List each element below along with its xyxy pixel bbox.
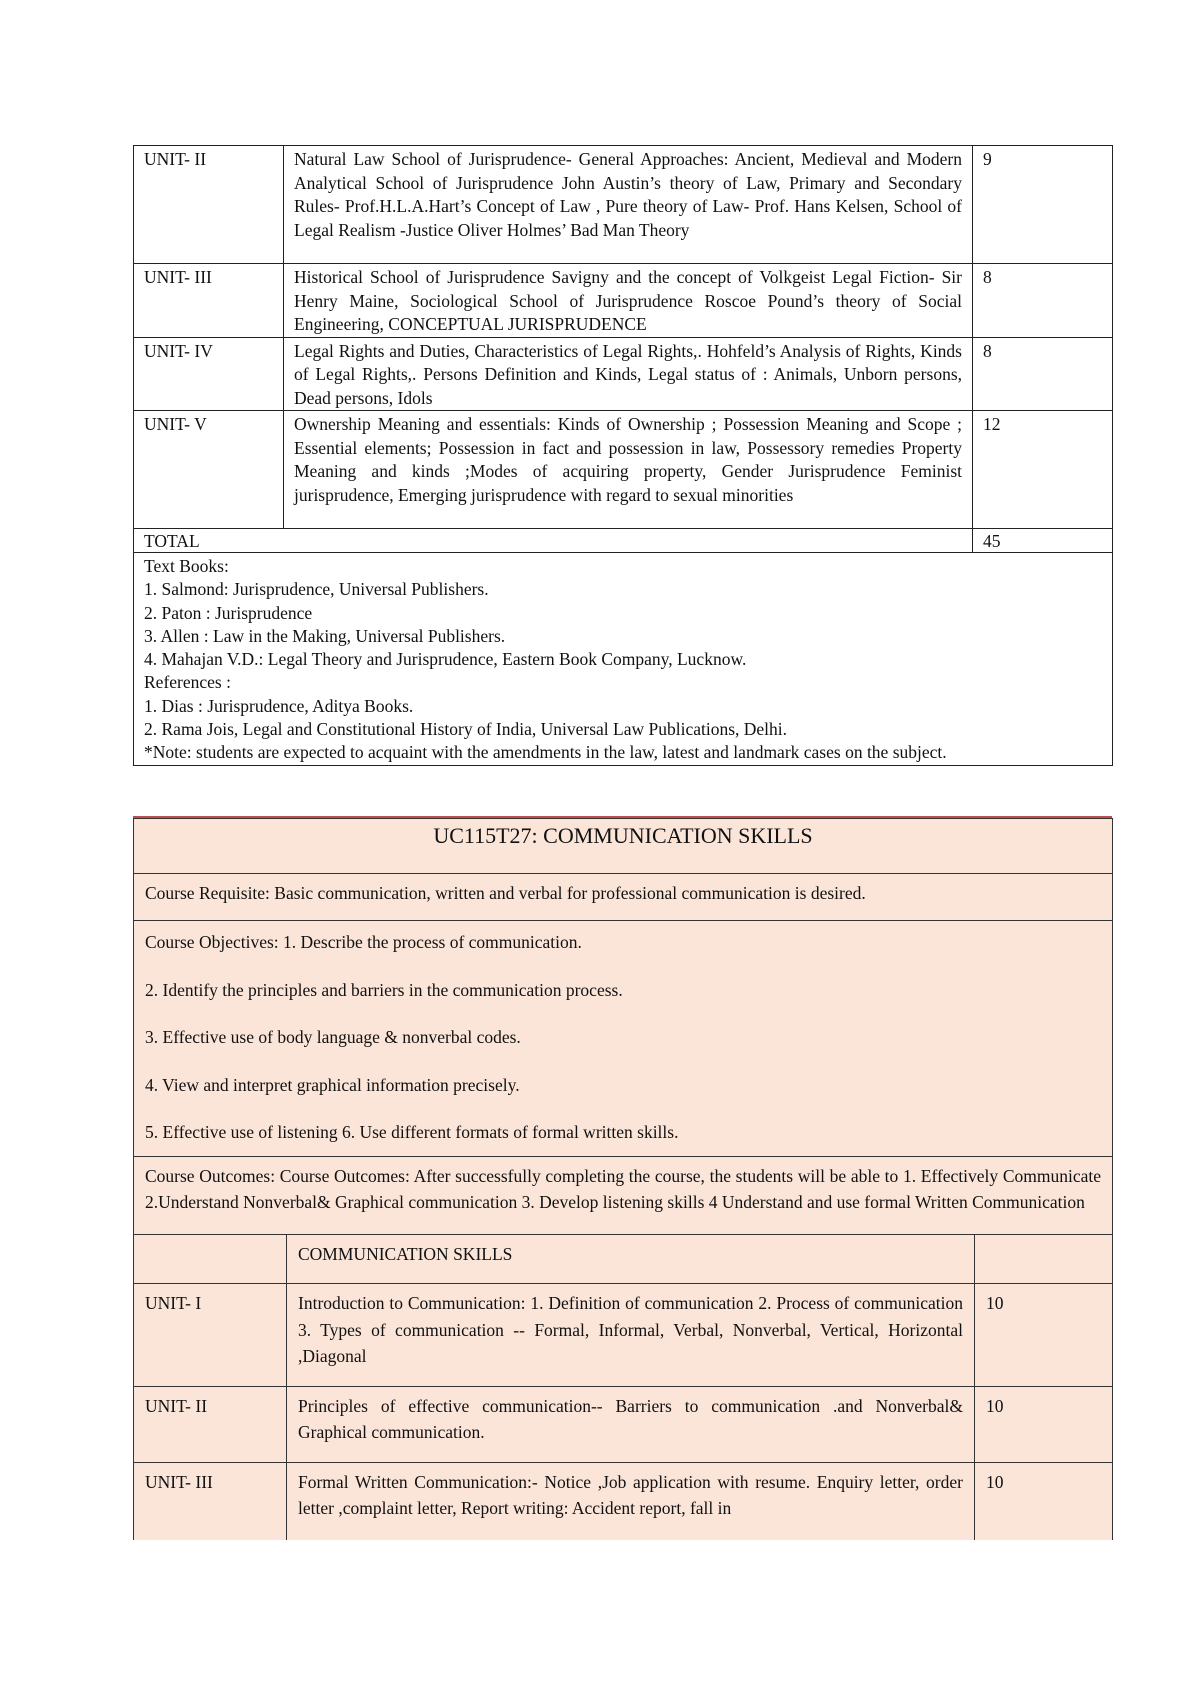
unit-description: Ownership Meaning and essentials: Kinds of Ownership ; Possession Meaning and Scope ; Essential elements; Possession in fact and possession in law, Possessory remedies Property Meaning and kinds ;Modes of acquiring property, Gender Jurisprudence Feminist jurisprudence, Emerging jurisprudence with regard to sexual minorities: [284, 411, 973, 529]
books-line: 1. Dias : Jurisprudence, Aditya Books.: [144, 695, 414, 716]
subject-heading: COMMUNICATION SKILLS: [287, 1234, 975, 1284]
books-line: 3. Allen : Law in the Making, Universal Publishers.: [144, 625, 506, 646]
outcomes-row: [134, 1156, 1113, 1234]
unit-hours: 10: [975, 1462, 1113, 1540]
table-row: [134, 264, 1113, 338]
table-row: [134, 1386, 1113, 1462]
jurisprudence-syllabus-table: [133, 145, 1113, 766]
unit-description: Principles of effective communication-- Barriers to communication .and Nonverbal& Graphical communication.: [287, 1386, 975, 1462]
objective-item: Course Objectives: 1. Describe the process of communication.: [145, 932, 582, 952]
total-hours: 45: [973, 529, 1113, 553]
total-label: TOTAL: [134, 529, 973, 553]
objectives-row: [134, 921, 1113, 1157]
books-line: *Note: students are expected to acquaint with the amendments in the law, latest and landmark cases on the subject.: [144, 742, 947, 763]
objective-item: 3. Effective use of body language & nonverbal codes.: [145, 1027, 521, 1047]
books-line: 1. Salmond: Jurisprudence, Universal Publishers.: [144, 579, 489, 600]
course-requisite: Course Requisite: Basic communication, written and verbal for professional communication is desired.: [134, 874, 1113, 921]
unit-hours: 8: [973, 264, 1113, 338]
subject-heading-row: [134, 1234, 1113, 1284]
unit-description: Natural Law School of Jurisprudence- General Approaches: Ancient, Medieval and Modern Analytical School of Jurisprudence John Austin’s theory of Law, Primary and Secondary Rules- Prof.H.L.A.Hart’s Concept of Law , Pure theory of Law- Prof. Hans Kelsen, School of Legal Realism -Justice Oliver Holmes’ Bad Man Theory: [284, 146, 973, 264]
course-objectives: [134, 921, 1113, 1157]
unit-description: Formal Written Communication:- Notice ,Job application with resume. Enquiry letter, order letter ,complaint letter, Report writing: Accident report, fall in: [287, 1462, 975, 1540]
table-row: [134, 411, 1113, 529]
total-row: [134, 529, 1113, 553]
books-line: 2. Paton : Jurisprudence: [144, 602, 313, 623]
course-title: UC115T27: COMMUNICATION SKILLS: [134, 819, 1113, 874]
text-books-section: [134, 553, 1113, 766]
unit-description: Introduction to Communication: 1. Definition of communication 2. Process of communication 3. Types of communication -- Formal, Informal, Verbal, Nonverbal, Vertical, Horizontal ,Diagonal: [287, 1284, 975, 1387]
unit-label: UNIT- V: [134, 411, 284, 529]
unit-label: UNIT- II: [134, 1386, 287, 1462]
course-outcomes: Course Outcomes: Course Outcomes: After successfully completing the course, the students will be able to 1. Effectively Communicate 2.Understand Nonverbal& Graphical communication 3. Develop listening skills 4 Understand and use formal Written Communication: [134, 1156, 1113, 1234]
title-row: [134, 819, 1113, 874]
books-row: [134, 553, 1113, 766]
table-row: [134, 146, 1113, 264]
unit-description: Legal Rights and Duties, Characteristics of Legal Rights,. Hohfeld’s Analysis of Rights, Kinds of Legal Rights,. Persons Definition and Kinds, Legal status of : Animals, Unborn persons, Dead persons, Idols: [284, 337, 973, 411]
unit-description: Historical School of Jurisprudence Savigny and the concept of Volkgeist Legal Fiction- Sir Henry Maine, Sociological School of Jurisprudence Roscoe Pound’s theory of Social Engineering, CONCEPTUAL JURISPRUDENCE: [284, 264, 973, 338]
books-line: Text Books:: [144, 556, 229, 576]
unit-label: UNIT- III: [134, 264, 284, 338]
unit-label: UNIT- IV: [134, 337, 284, 411]
table-row: [134, 1284, 1113, 1387]
communication-skills-block: [133, 816, 1112, 1558]
unit-label: UNIT- III: [134, 1462, 287, 1540]
empty-cell: [134, 1234, 287, 1284]
objective-item: 4. View and interpret graphical information precisely.: [145, 1074, 520, 1095]
unit-hours: 12: [973, 411, 1113, 529]
table-row: [134, 337, 1113, 411]
empty-cell: [975, 1234, 1113, 1284]
requisite-row: [134, 874, 1113, 921]
objective-item: 5. Effective use of listening 6. Use different formats of formal written skills.: [145, 1122, 679, 1142]
objective-item: 2. Identify the principles and barriers in the communication process.: [145, 979, 623, 1000]
unit-hours: 8: [973, 337, 1113, 411]
unit-label: UNIT- II: [134, 146, 284, 264]
unit-hours: 9: [973, 146, 1113, 264]
unit-hours: 10: [975, 1386, 1113, 1462]
books-line: 4. Mahajan V.D.: Legal Theory and Jurisprudence, Eastern Book Company, Lucknow.: [144, 649, 747, 670]
communication-skills-table: [133, 818, 1113, 1540]
books-line: 2. Rama Jois, Legal and Constitutional History of India, Universal Law Publications, Delhi.: [144, 719, 788, 740]
books-line: References :: [144, 672, 231, 693]
unit-label: UNIT- I: [134, 1284, 287, 1387]
unit-hours: 10: [975, 1284, 1113, 1387]
table-row: [134, 1462, 1113, 1540]
